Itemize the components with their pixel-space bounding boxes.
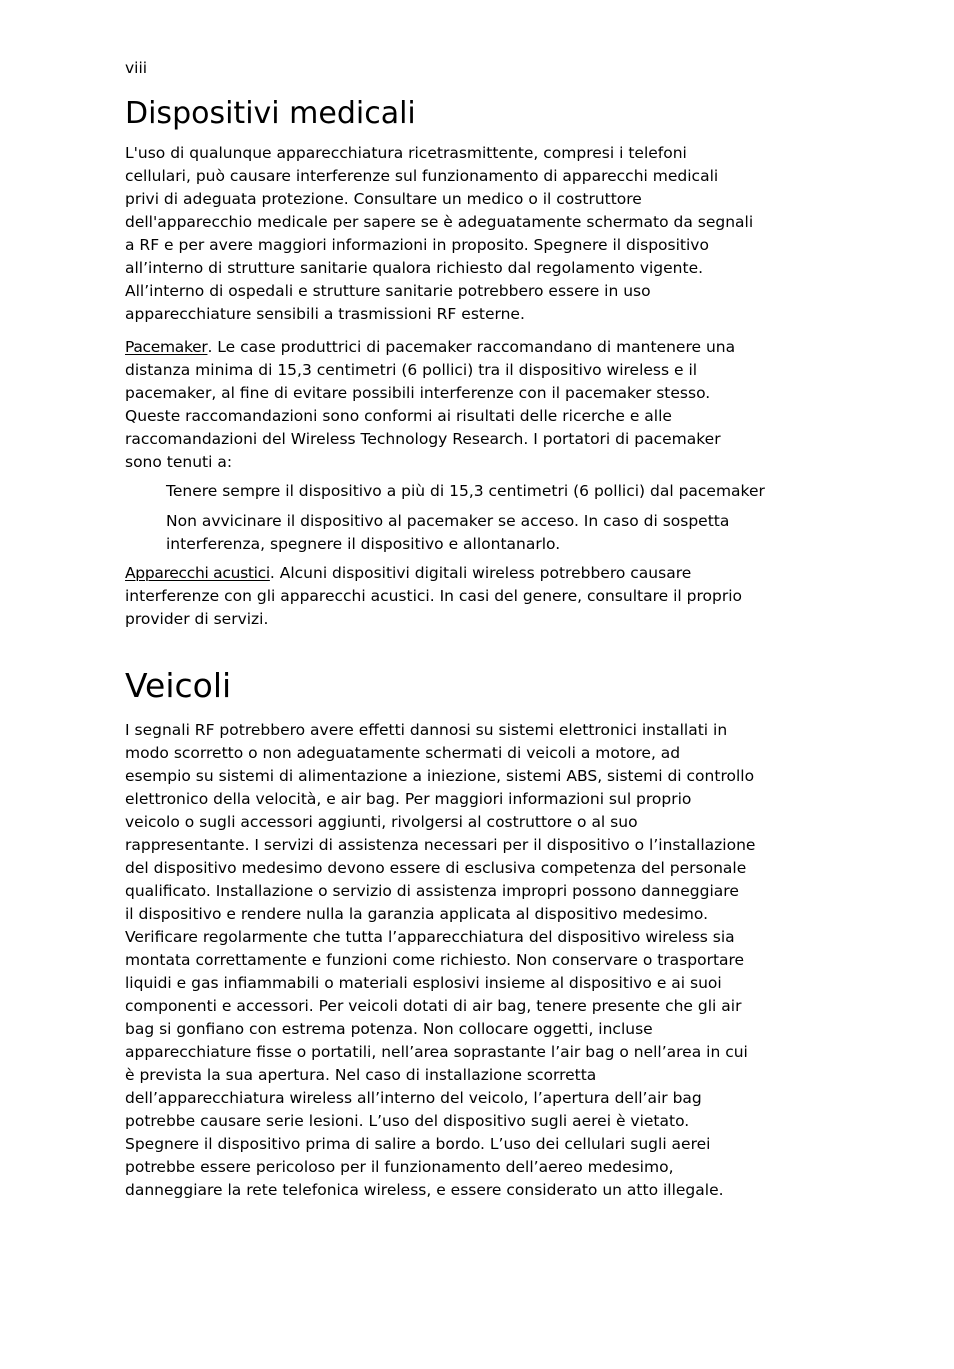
text-line: qualificato. Installazione o servizio di assistenza impropri possono danneggiare xyxy=(125,882,739,900)
text-line: Queste raccomandazioni sono conformi ai risultati delle ricerche e alle xyxy=(125,407,672,425)
text-line: Verificare regolarmente che tutta l’apparecchiatura del dispositivo wireless sia xyxy=(125,928,735,946)
text-line: interferenze con gli apparecchi acustici. In casi del genere, consultare il proprio xyxy=(125,587,742,605)
section-title-medical-devices: Dispositivi medicali xyxy=(125,96,416,131)
text-line: modo scorretto o non adeguatamente schermati di veicoli a motore, ad xyxy=(125,744,681,762)
text-line: veicolo o sugli accessori aggiunti, rivolgersi al costruttore o al suo xyxy=(125,813,638,831)
text-line: Tenere sempre il dispositivo a più di 15,3 centimetri (6 pollici) dal pacemaker xyxy=(166,482,765,500)
section-title-vehicles: Veicoli xyxy=(125,666,232,705)
text-line: dell'apparecchio medicale per sapere se è adeguatamente schermato da segnali xyxy=(125,213,754,231)
text-line: elettronico della velocità, e air bag. Per maggiori informazioni sul proprio xyxy=(125,790,692,808)
text-line: potrebbe causare serie lesioni. L’uso del dispositivo sugli aerei è vietato. xyxy=(125,1112,690,1130)
hearing-aids-lead-term: Apparecchi acustici xyxy=(125,564,270,582)
list-item xyxy=(166,510,826,556)
pacemaker-recommendations-list xyxy=(166,480,826,556)
vehicles-paragraph xyxy=(125,719,825,1202)
hearing-aids-paragraph xyxy=(125,562,825,631)
text-line: cellulari, può causare interferenze sul funzionamento di apparecchi medicali xyxy=(125,167,719,185)
text-line: I segnali RF potrebbero avere effetti dannosi su sistemi elettronici installati in xyxy=(125,721,728,739)
text-line: All’interno di ospedali e strutture sanitarie potrebbero essere in uso xyxy=(125,282,651,300)
medical-intro-paragraph xyxy=(125,142,825,326)
list-item xyxy=(166,480,826,503)
pacemaker-lead-term: Pacemaker xyxy=(125,338,208,356)
pacemaker-paragraph xyxy=(125,336,825,474)
text-line: pacemaker, al fine di evitare possibili interferenze con il pacemaker stesso. xyxy=(125,384,711,402)
text-line: provider di servizi. xyxy=(125,610,269,628)
text-line: è prevista la sua apertura. Nel caso di installazione scorretta xyxy=(125,1066,597,1084)
text-line: il dispositivo e rendere nulla la garanzia applicata al dispositivo medesimo. xyxy=(125,905,709,923)
text-line: a RF e per avere maggiori informazioni in proposito. Spegnere il dispositivo xyxy=(125,236,709,254)
text-line xyxy=(125,336,825,359)
hearing-aids-first-line: . Alcuni dispositivi digitali wireless potrebbero causare xyxy=(269,564,692,582)
text-line: potrebbe essere pericoloso per il funzionamento dell’aereo medesimo, xyxy=(125,1158,674,1176)
text-line: all’interno di strutture sanitarie qualora richiesto dal regolamento vigente. xyxy=(125,259,704,277)
text-line: sono tenuti a: xyxy=(125,453,233,471)
text-line: liquidi e gas infiammabili o materiali esplosivi insieme al dispositivo e ai suoi xyxy=(125,974,722,992)
text-line: raccomandazioni del Wireless Technology Research. I portatori di pacemaker xyxy=(125,430,721,448)
text-line: apparecchiature fisse o portatili, nell’area soprastante l’air bag o nell’area in cui xyxy=(125,1043,748,1061)
text-line: privi di adeguata protezione. Consultare un medico o il costruttore xyxy=(125,190,642,208)
text-line xyxy=(125,562,825,585)
text-line: del dispositivo medesimo devono essere di esclusiva competenza del personale xyxy=(125,859,747,877)
text-line: L'uso di qualunque apparecchiatura ricetrasmittente, compresi i telefoni xyxy=(125,144,687,162)
text-line: apparecchiature sensibili a trasmissioni RF esterne. xyxy=(125,305,525,323)
text-line: componenti e accessori. Per veicoli dotati di air bag, tenere presente che gli air xyxy=(125,997,742,1015)
text-line: danneggiare la rete telefonica wireless, e essere considerato un atto illegale. xyxy=(125,1181,724,1199)
text-line: montata correttamente e funzioni come richiesto. Non conservare o trasportare xyxy=(125,951,745,969)
text-line: bag si gonfiano con estrema potenza. Non collocare oggetti, incluse xyxy=(125,1020,653,1038)
text-line: interferenza, spegnere il dispositivo e allontanarlo. xyxy=(166,535,561,553)
text-line: rappresentante. I servizi di assistenza necessari per il dispositivo o l’installazione xyxy=(125,836,756,854)
text-line: Non avvicinare il dispositivo al pacemaker se acceso. In caso di sospetta xyxy=(166,512,730,530)
page-number: viii xyxy=(125,59,148,77)
text-line: Spegnere il dispositivo prima di salire a bordo. L’uso dei cellulari sugli aerei xyxy=(125,1135,711,1153)
pacemaker-first-line: . Le case produttrici di pacemaker raccomandano di mantenere una xyxy=(207,338,736,356)
text-line: dell’apparecchiatura wireless all’interno del veicolo, l’apertura dell’air bag xyxy=(125,1089,702,1107)
text-line: distanza minima di 15,3 centimetri (6 pollici) tra il dispositivo wireless e il xyxy=(125,361,698,379)
text-line: esempio su sistemi di alimentazione a iniezione, sistemi ABS, sistemi di controllo xyxy=(125,767,755,785)
